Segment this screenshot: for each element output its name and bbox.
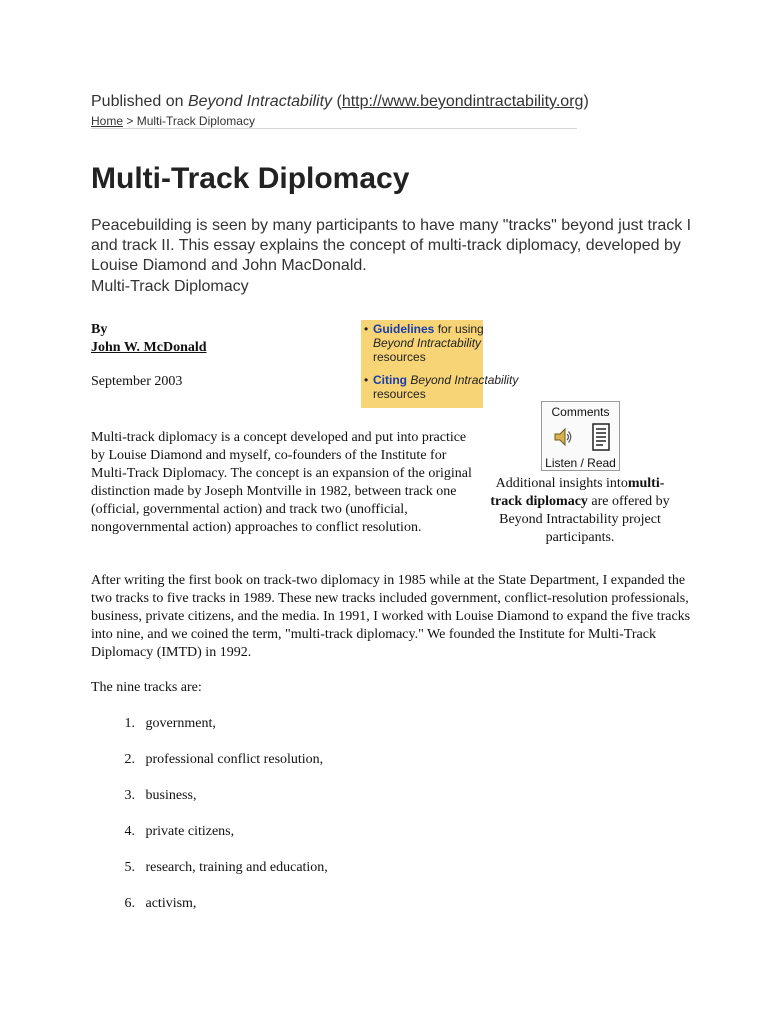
list-item-number: 5. [124, 860, 135, 875]
list-item [91, 751, 328, 787]
speaker-icon[interactable] [553, 426, 573, 448]
list-item-text: activism, [145, 896, 197, 911]
byline [91, 321, 207, 357]
author-link[interactable]: John W. McDonald [91, 340, 207, 355]
breadcrumb-home-link[interactable]: Home [91, 114, 124, 128]
article-summary: Peacebuilding is seen by many participants to have many "tracks" beyond just track I and track II. This essay explains the concept of multi-track diplomacy, developed by Louise Diamond and John MacDonald. [91, 217, 692, 274]
guidelines-text: for using [434, 322, 484, 336]
insights-suffix: are offered by Beyond Intractability project participants. [499, 494, 670, 545]
by-label: By [91, 322, 108, 337]
guidelines-link[interactable]: Guidelines [373, 322, 435, 336]
comments-widget[interactable] [541, 401, 620, 471]
tracks-intro: The nine tracks are: [91, 680, 202, 695]
citing-item [373, 373, 519, 401]
open-paren: ( [332, 93, 342, 110]
breadcrumb-current: Multi-Track Diplomacy [136, 114, 255, 128]
list-item [91, 787, 328, 823]
published-on-line [91, 93, 589, 111]
site-url-link[interactable]: http://www.beyondintractability.org [341, 93, 584, 110]
list-item-text: government, [145, 716, 216, 731]
list-item-number: 4. [124, 824, 135, 839]
citing-link[interactable]: Citing [373, 373, 407, 387]
insights-prefix: Additional insights into [495, 476, 628, 491]
tracks-list [91, 715, 328, 931]
listen-read-label[interactable]: Listen / Read [545, 456, 616, 470]
summary-tag: Multi-Track Diplomacy [91, 278, 249, 295]
published-prefix: Published on [91, 93, 188, 110]
comments-label[interactable]: Comments [551, 405, 610, 419]
guidelines-item [373, 322, 483, 364]
list-item-number: 3. [124, 788, 135, 803]
body-paragraph-1: Multi-track diplomacy is a concept developed and put into practice by Louise Diamond and myself, co-founders of the Institute for Multi-Track Diplomacy. The concept is an expansion of the original distinction made by Joseph Montville in 1982, between track one (official, governmental action) and track two (unofficial, nongovernmental action) approaches to conflict resolution. [91, 430, 472, 535]
guidelines-tail: resources [373, 350, 426, 364]
breadcrumb-separator: > [123, 114, 137, 128]
guidelines-site-name: Beyond Intractability [373, 336, 482, 350]
page-title: Multi-Track Diplomacy [91, 162, 410, 195]
publish-date: September 2003 [91, 374, 183, 389]
list-item-number: 6. [124, 896, 135, 911]
citing-tail: resources [373, 387, 426, 401]
list-item-number: 2. [124, 752, 135, 767]
list-item [91, 859, 328, 895]
list-item-text: business, [145, 788, 197, 803]
insights-note [484, 475, 676, 547]
list-item [91, 715, 328, 751]
list-item [91, 895, 328, 931]
list-item-text: professional conflict resolution, [145, 752, 324, 767]
header-divider [91, 128, 577, 129]
citing-site-name: Beyond Intractability [407, 373, 519, 387]
list-item-text: research, training and education, [145, 860, 328, 875]
list-item [91, 823, 328, 859]
close-paren: ) [583, 93, 589, 110]
list-item-text: private citizens, [145, 824, 235, 839]
document-icon[interactable] [592, 423, 610, 451]
guidelines-box [361, 320, 519, 408]
insights-topic: multi-track diplomacy [490, 476, 665, 509]
site-name: Beyond Intractability [187, 93, 333, 110]
body-paragraph-2: After writing the first book on track-two diplomacy in 1985 while at the State Department, I expanded the two tracks to five tracks in 1989. These new tracks included government, conflict-resolution professionals, business, private citizens, and the media. In 1991, I worked with Louise Diamond to expand the five tracks into nine, and we coined the term, "multi-track diplomacy." We founded the Institute for Multi-Track Diplomacy (IMTD) in 1992. [91, 573, 691, 660]
list-item-number: 1. [124, 716, 135, 731]
breadcrumb [91, 114, 255, 128]
